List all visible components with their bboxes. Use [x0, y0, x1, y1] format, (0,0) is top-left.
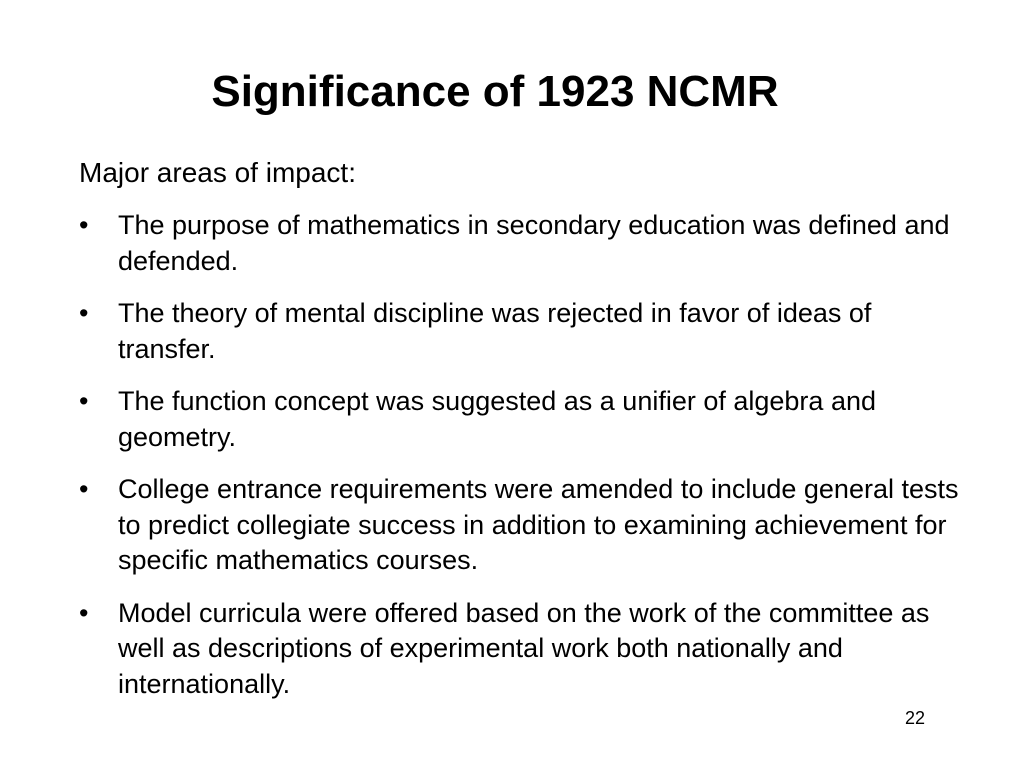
- bullet-text: The theory of mental discipline was rejected in favor of ideas of transfer.: [118, 298, 872, 364]
- bullet-marker: •: [79, 474, 89, 504]
- bullet-text: College entrance requirements were amended to include general tests to predict collegiate success in addition to examining achievement for specific mathematics courses.: [118, 474, 959, 575]
- bullet-text: The purpose of mathematics in secondary education was defined and defended.: [118, 210, 950, 276]
- bullet-list: [79, 208, 969, 719]
- intro-text: Major areas of impact:: [79, 157, 356, 188]
- bullet-marker: •: [79, 597, 89, 628]
- bullet-item: [79, 208, 969, 279]
- page-number: 22: [905, 708, 926, 728]
- bullet-item: [79, 596, 969, 703]
- slide-title: Significance of 1923 NCMR: [211, 67, 779, 116]
- bullet-marker: •: [79, 386, 89, 416]
- bullet-text: Model curricula were offered based on the work of the committee as well as descriptions of experimental work both nationally and internationally.: [118, 597, 930, 699]
- bullet-item: [79, 472, 969, 579]
- bullet-item: [79, 296, 969, 367]
- bullet-marker: •: [79, 298, 89, 328]
- bullet-marker: •: [79, 210, 89, 240]
- bullet-text: The function concept was suggested as a unifier of algebra and geometry.: [118, 386, 876, 452]
- bullet-item: [79, 384, 969, 455]
